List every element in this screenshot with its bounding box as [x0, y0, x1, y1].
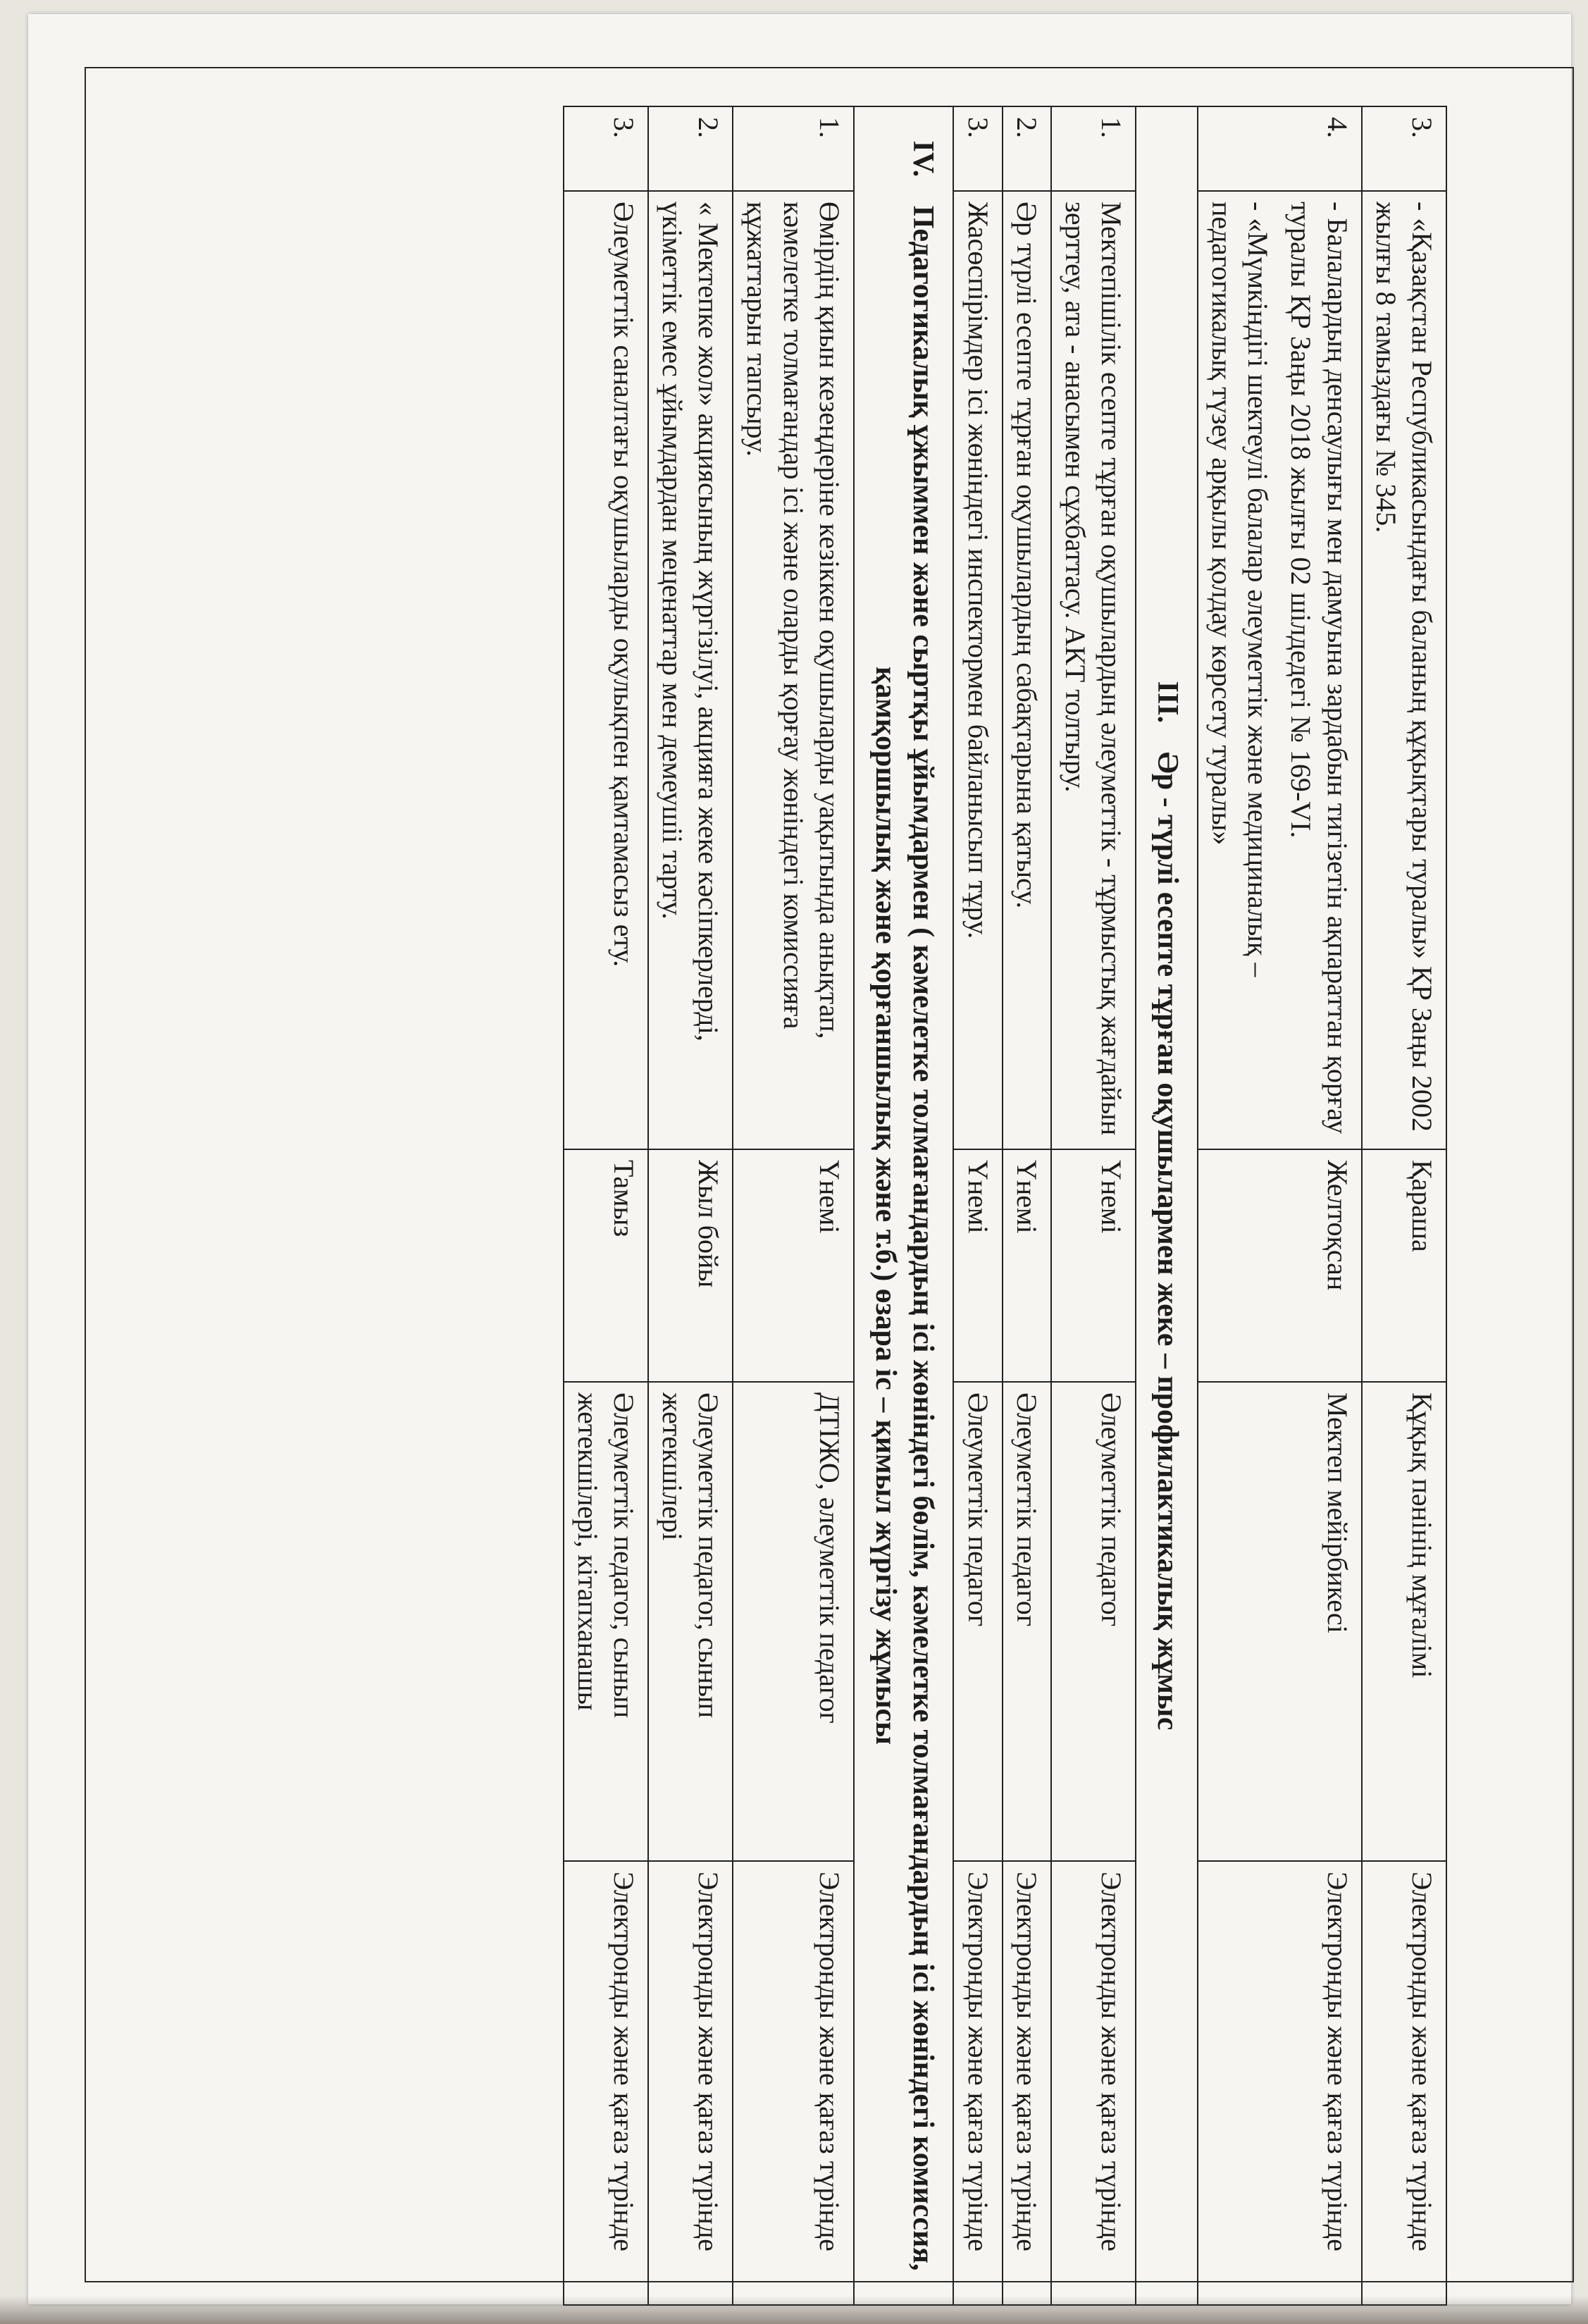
activity-cell: - «Қазақстан Республикасындағы баланың құқықтары туралы» ҚР Заңы 2002 жылғы 8 тамыздағы № 345.	[1362, 191, 1446, 1149]
activity-cell: Өмірдің қиын кезеңдеріне кезіккен оқушыларды уақытында анықтап, кәмелетке толмағандар ісі және оларды қорғау жөніндегі комиссияға құжаттарын тапсыру.	[733, 191, 854, 1149]
table-row	[1198, 106, 1362, 2305]
time-cell: Тамыз	[564, 1149, 648, 1382]
row-number: 3.	[1362, 106, 1446, 191]
row-number: 1.	[1051, 106, 1136, 191]
form-cell: Электронды және қағаз түрінде	[1003, 1861, 1051, 2305]
activity-cell: Жасөспірімдер ісі жөніндегі инспектормен байланысып тұру.	[953, 191, 1002, 1149]
row-number: 2.	[648, 106, 733, 191]
table-row	[1003, 106, 1051, 2305]
row-number: 2.	[1003, 106, 1051, 191]
section-number: III.	[1150, 681, 1184, 724]
activity-cell: « Мектепке жол» акциясының жүргізілуі, акцияға жеке кәсіпкерлерді, үкіметтік емес ұйымдардан меценаттар мен демеушіі тарту.	[648, 191, 733, 1149]
section-title: Педагогикалық ұжыммен және сыртқы ұйымдармен ( кәмелетке толмағандардың ісі жөніндегі бөлім, кәмелетке толмағандардың ісі жөніндегі комиссия, қамқоршылық және қорғаншылық және т.б.) өзара іс – қимыл жүргізу жұмысы	[869, 205, 940, 2271]
time-cell: Үнемі	[733, 1149, 854, 1382]
section-header-row	[854, 106, 954, 2305]
responsible-cell: Мектеп мейірбикесі	[1198, 1382, 1362, 1861]
row-number: 3.	[564, 106, 648, 191]
activity-cell	[1198, 191, 1362, 1149]
table-row	[953, 106, 1002, 2305]
form-cell: Электронды және қағаз түрінде	[1198, 1861, 1362, 2305]
time-cell: Қараша	[1362, 1149, 1446, 1382]
time-cell: Желтоқсан	[1198, 1149, 1362, 1382]
work-plan-table	[563, 106, 1447, 2306]
form-cell: Электронды және қағаз түрінде	[953, 1861, 1002, 2305]
form-cell: Электронды және қағаз түрінде	[1051, 1861, 1136, 2305]
table-row	[648, 106, 733, 2305]
form-cell: Электронды және қағаз түрінде	[648, 1861, 733, 2305]
activity-line: - «Мүмкіндігі шектеулі балалар әлеуметтік және медициналық – педагогикалық түзеу арқылы қолдау көрсету туралы»	[1206, 202, 1274, 977]
time-cell: Жыл бойы	[648, 1149, 733, 1382]
responsible-cell: Әлеуметтік педагог	[1003, 1382, 1051, 1861]
form-cell: Электронды және қағаз түрінде	[564, 1861, 648, 2305]
time-cell: Үнемі	[1051, 1149, 1136, 1382]
time-cell: Үнемі	[1003, 1149, 1051, 1382]
activity-cell: Әр түрлі есепте тұрған оқушылардың сабақтарына қатысу.	[1003, 191, 1051, 1149]
responsible-cell: ДТІЖО, әлеуметтік педагог	[733, 1382, 854, 1861]
responsible-cell: Әлеуметтік педагог, сынып жетекшілері	[648, 1382, 733, 1861]
form-cell: Электронды және қағаз түрінде	[1362, 1861, 1446, 2305]
rotated-content	[151, 106, 1447, 2304]
section-header-row	[1136, 106, 1198, 2305]
table-row	[1051, 106, 1136, 2305]
row-number: 3.	[953, 106, 1002, 191]
table-row	[733, 106, 854, 2305]
activity-cell: Мектепішілік есепте тұрған оқушылардың әлеуметтік - тұрмыстық жағдайын зерттеу, ата - анасымен сұхбаттасу. АКТ толтыру.	[1051, 191, 1136, 1149]
scan-shadow	[0, 2296, 1588, 2324]
responsible-cell: Әлеуметтік педагог	[1051, 1382, 1136, 1861]
table-row	[1362, 106, 1446, 2305]
row-number: 4.	[1198, 106, 1362, 191]
time-cell: Үнемі	[953, 1149, 1002, 1382]
responsible-cell: Әлеуметтік педагог, сынып жетекшілері, кітапханашы	[564, 1382, 648, 1861]
row-number: 1.	[733, 106, 854, 191]
section-number: IV.	[907, 140, 940, 178]
section-heading	[854, 106, 954, 2305]
activity-cell: Әлеуметтік саналтағы оқушыларды оқулықпен қамтамасыз ету.	[564, 191, 648, 1149]
table-row	[564, 106, 648, 2305]
section-heading	[1136, 106, 1198, 2305]
form-cell: Электронды және қағаз түрінде	[733, 1861, 854, 2305]
section-title: Әр - түрлі есепте тұрған оқушылармен жеке – профилактикалық жұмыс	[1150, 751, 1184, 1731]
responsible-cell: Әлеуметтік педагог	[953, 1382, 1002, 1861]
responsible-cell: Құқық пәнінің мұғалімі	[1362, 1382, 1446, 1861]
activity-line: - Балалардың денсаулығы мен дамуына зардабын тигізетін ақпараттан қорғау туралы ҚР Заңы 2018 жылғы 02 шілдедегі № 169-VI.	[1285, 202, 1353, 1135]
